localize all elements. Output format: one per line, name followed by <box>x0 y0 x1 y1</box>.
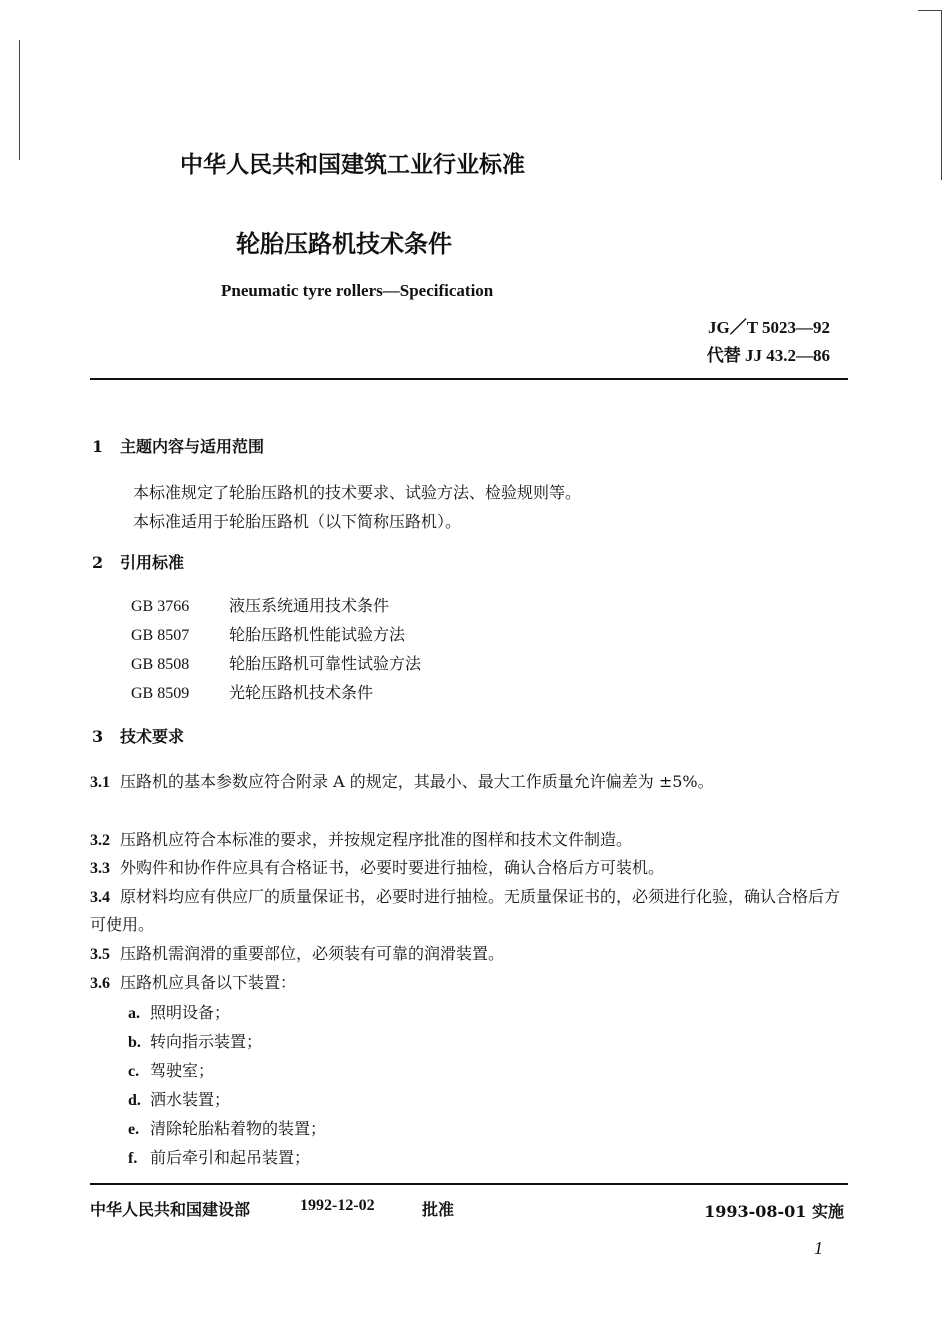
item-letter: f. <box>128 1150 138 1167</box>
reference-name: 轮胎压路机可靠性试验方法 <box>229 654 422 673</box>
standard-title: 中华人民共和国建筑工业行业标准 <box>180 152 525 178</box>
item-letter: e. <box>128 1121 140 1138</box>
clause-text: 压路机需润滑的重要部位，必须装有可靠的润滑装置。 <box>120 944 505 963</box>
header-divider <box>90 378 848 380</box>
reference-code: GB 8507 <box>131 627 190 644</box>
item-letter: b. <box>128 1034 141 1051</box>
clause-number: 3.3 <box>90 860 110 877</box>
approval-label: 批准 <box>422 1200 455 1219</box>
section-2-heading <box>92 550 184 573</box>
clause <box>90 768 846 796</box>
footer-divider <box>90 1183 848 1185</box>
item-letter: a. <box>128 1005 140 1022</box>
section-1-heading <box>92 434 264 457</box>
document-title: 轮胎压路机技术条件 <box>236 230 452 258</box>
list-item <box>128 1000 230 1023</box>
document-title-english: Pneumatic tyre rollers—Specification <box>221 281 494 300</box>
reference-name: 液压系统通用技术条件 <box>229 596 390 615</box>
reference-item <box>131 651 421 674</box>
section-number: 2 <box>92 553 104 572</box>
clause <box>90 940 846 968</box>
reference-item <box>131 680 373 703</box>
item-text: 洒水装置； <box>150 1090 231 1109</box>
clause <box>90 854 846 882</box>
item-text: 清除轮胎粘着物的装置； <box>150 1119 327 1138</box>
reference-item <box>131 622 405 645</box>
clause-number: 3.5 <box>90 946 110 963</box>
list-item <box>128 1058 214 1081</box>
list-item <box>128 1029 262 1052</box>
section-number: 3 <box>92 727 104 746</box>
item-text: 驾驶室； <box>150 1061 215 1080</box>
clause-text: 压路机应具备以下装置： <box>120 973 297 992</box>
item-text: 照明设备； <box>150 1003 231 1022</box>
section-3-heading <box>92 724 184 747</box>
scan-mark-right <box>941 10 942 180</box>
scan-mark-left <box>19 40 20 160</box>
clause-number: 3.6 <box>90 975 110 992</box>
list-item <box>128 1087 230 1110</box>
clause <box>90 883 846 938</box>
clause-text: 压路机应符合本标准的要求，并按规定程序批准的图样和技术文件制造。 <box>120 830 633 849</box>
list-item <box>128 1116 326 1139</box>
section-title: 技术要求 <box>120 727 185 746</box>
item-letter: c. <box>128 1063 140 1080</box>
section-1-line: 本标准规定了轮胎压路机的技术要求、试验方法、检验规则等。 <box>133 483 582 502</box>
effective-date: 1993-08-01 实施 <box>704 1202 844 1221</box>
section-1-line: 本标准适用于轮胎压路机（以下简称压路机）。 <box>133 512 462 531</box>
item-letter: d. <box>128 1092 141 1109</box>
replaces-code: 代替 JJ 43.2—86 <box>706 346 830 365</box>
clause-number: 3.1 <box>90 774 110 791</box>
section-title: 主题内容与适用范围 <box>120 437 265 456</box>
item-text: 转向指示装置； <box>150 1032 263 1051</box>
reference-name: 轮胎压路机性能试验方法 <box>229 625 406 644</box>
scan-mark-corner <box>918 10 942 11</box>
clause-text: 外购件和协作件应具有合格证书，必要时要进行抽检，确认合格后方可装机。 <box>120 858 665 877</box>
reference-item <box>131 593 389 616</box>
clause <box>90 826 846 854</box>
reference-code: GB 8508 <box>131 656 190 673</box>
standard-code: JG／T 5023—92 <box>707 318 830 337</box>
reference-code: GB 8509 <box>131 685 190 702</box>
clause-number: 3.2 <box>90 832 110 849</box>
page-number: 1 <box>814 1238 823 1258</box>
clause <box>90 969 846 997</box>
reference-code: GB 3766 <box>131 598 190 615</box>
approving-authority: 中华人民共和国建设部 <box>90 1200 251 1219</box>
approval-date: 1992-12-02 <box>300 1197 375 1214</box>
section-title: 引用标准 <box>120 553 185 572</box>
reference-name: 光轮压路机技术条件 <box>229 683 374 702</box>
clause-text: 压路机的基本参数应符合附录 A 的规定，其最小、最大工作质量允许偏差为 ±5%。 <box>120 772 714 791</box>
item-text: 前后牵引和起吊装置； <box>150 1148 311 1167</box>
clause-number: 3.4 <box>90 889 110 906</box>
list-item <box>128 1145 310 1168</box>
clause-text: 原材料均应有供应厂的质量保证书，必要时进行抽检。无质量保证书的，必须进行化验，确认合格后方可使用。 <box>90 887 841 934</box>
section-number: 1 <box>92 437 104 456</box>
